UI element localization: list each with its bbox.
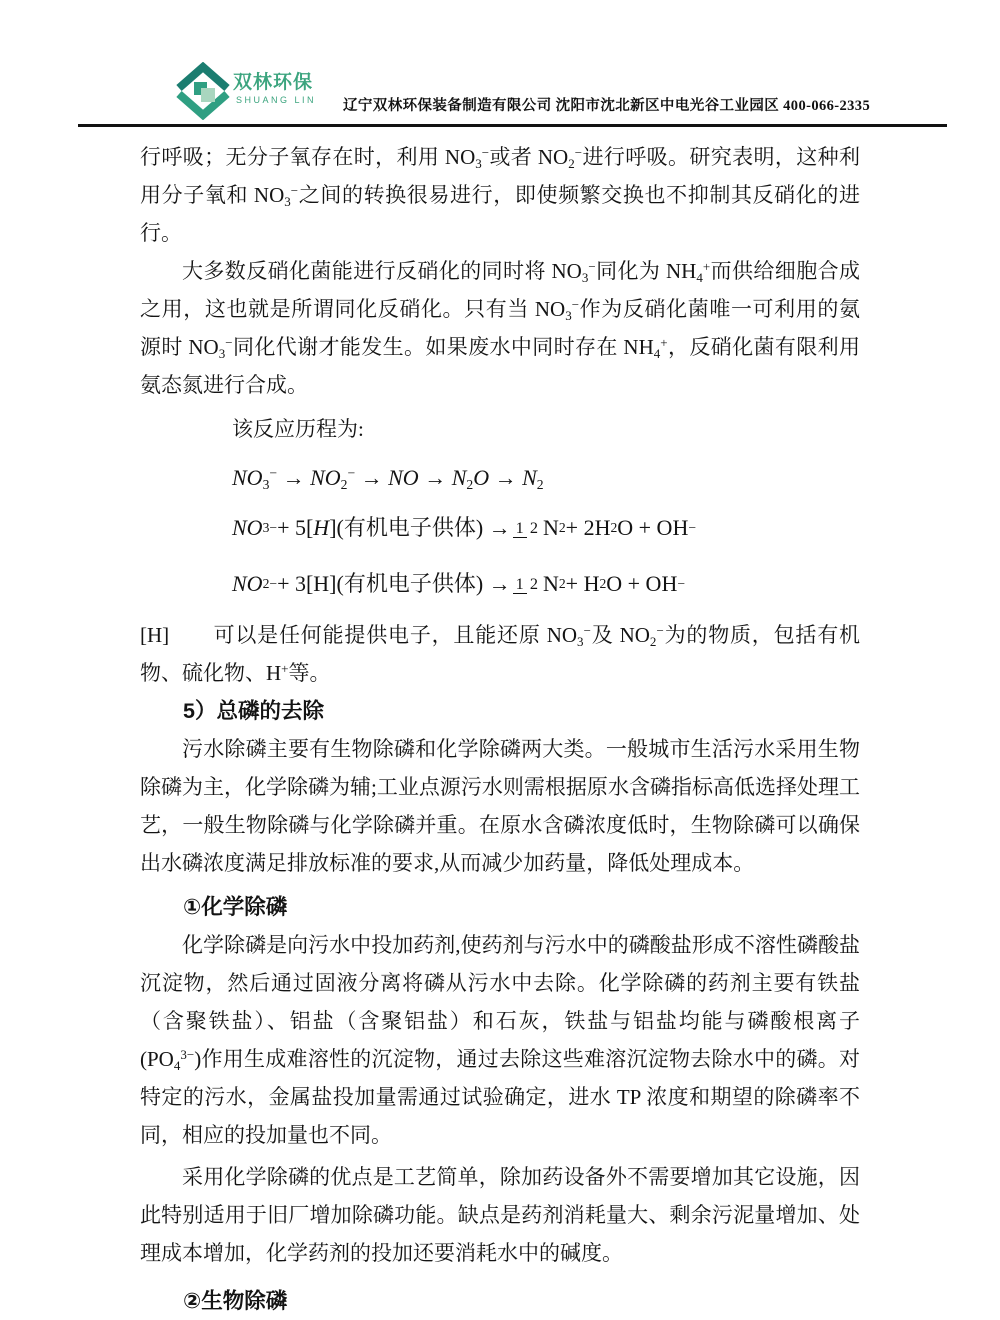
paragraph-electron-donor-note: [H] 可以是任何能提供电子，且能还原 $NO_3^-$及 $NO_2^-$为的物质，包括有机物、硫化物、H+等。 (140, 622, 861, 685)
logo-diamond-icon (175, 62, 231, 120)
paragraph-phosphorus-removal-overview: 污水除磷主要有生物除磷和化学除磷两大类。一般城市生活污水采用生物除磷为主，化学除磷为辅;工业点源污水则需根据原水含磷指标高低选择处理工艺，一般生物除磷与化学除磷并重。在原水含磷浓度低时，生物除磷可以确保出水磷浓度满足排放标准的要求,从而减少加药量，降低处理成本。 (140, 737, 860, 875)
paragraph-respiration-continuation: 行呼吸；无分子氧存在时，利用 $NO_3^-$或者 $NO_2^-$进行呼吸。研究表明，这种利用分子氧和 $NO_3^-$之间的转换很易进行，即使频繁交换也不抑制其反硝化的进行。 (140, 144, 861, 245)
header-divider (78, 124, 947, 127)
document-body (140, 138, 860, 1320)
paragraph-chemical-phosphorus-detail: 化学除磷是向污水中投加药剂,使药剂与污水中的磷酸盐形成不溶性磷酸盐沉淀物，然后通过固液分离将磷从污水中去除。化学除磷的药剂主要有铁盐（含聚铁盐）、铝盐（含聚铝盐）和石灰，铁盐与铝盐均能与磷酸根离子$(PO_4^{3-})$作用生成难溶性的沉淀物，通过去除这些难溶沉淀物去除水中的磷。对特定的污水，金属盐投加量需通过试验确定，进水 TP 浓度和期望的除磷率不同，相应的投加量也不同。 (140, 933, 860, 1147)
heading-chemical-phosphorus-removal: ①化学除磷 (183, 895, 288, 919)
company-info-line: 辽宁双林环保装备制造有限公司 沈阳市沈北新区中电光谷工业园区 400-066-2335 (343, 98, 871, 114)
paragraph-chemical-pros-cons: 采用化学除磷的优点是工艺简单，除加药设备外不需要增加其它设施，因此特别适用于旧厂增加除磷功能。缺点是药剂消耗量大、剩余污泥量增加、处理成本增加，化学药剂的投加还要消耗水中的碱度。 (140, 1165, 860, 1265)
formula-nitrite-reduction: NO 2 − + 3[H](有机电子供体) → 1 2 N 2 + H 2 O + OH − (232, 571, 686, 596)
logo-text-en: SHUANG LIN (236, 95, 317, 105)
heading-biological-phosphorus-removal: ②生物除磷 (183, 1289, 288, 1313)
formula-denitrification-pathway: $NO_3^- \to NO_2^-$ → NO → $N_2O \to N_2$ (232, 465, 544, 493)
heading-total-phosphorus-removal: 5）总磷的去除 (183, 699, 324, 723)
fraction: 1 2 (513, 574, 541, 595)
paragraph-assimilatory-denitrification: 大多数反硝化菌能进行反硝化的同时将 $NO_3^-$同化为 $NH_4^+$而供给细胞合成之用，这也就是所谓同化反硝化。只有当 $NO_3^-$作为反硝化菌唯一可利用的氨源时 $NO_3^-$同化代谢才能发生。如果废水中同时存在 $NH_4^+$，反硝化菌有限利用氨态氮进行合成。 (140, 258, 861, 397)
logo-text-cn: 双林环保 (233, 72, 314, 93)
fraction: 1 2 (513, 518, 541, 539)
reaction-process-label: 该反应历程为: (232, 417, 364, 441)
formula-nitrate-reduction: NO 3 − + 5[ H ](有机电子供体) → 1 2 N 2 + 2H 2 O + OH − (232, 515, 697, 540)
